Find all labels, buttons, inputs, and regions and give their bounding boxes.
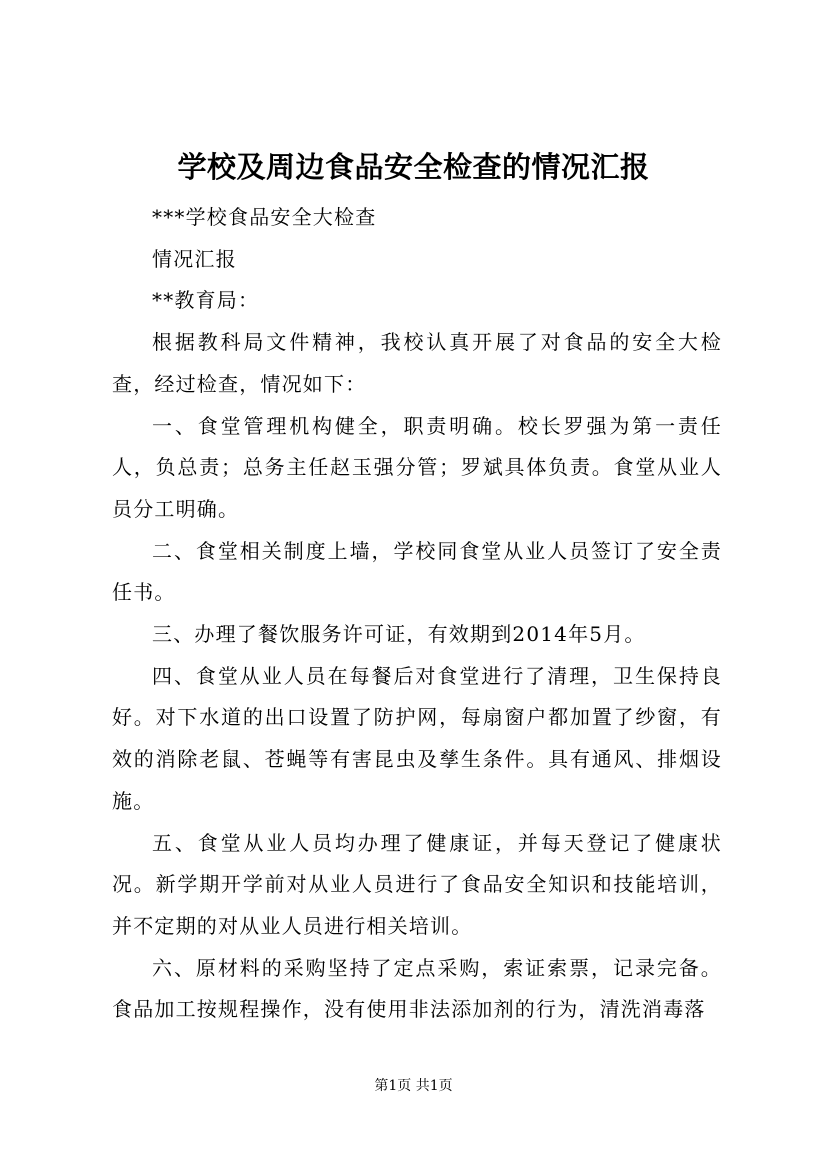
paragraph-item-1: 一、食堂管理机构健全，职责明确。校长罗强为第一责任人，负总责；总务主任赵玉强分管；罗斌具体负责。食堂从业人员分工明确。	[112, 413, 722, 521]
paragraph-addressee: **教育局：	[152, 288, 260, 313]
page-footer: 第1页 共1页	[374, 1078, 453, 1094]
document-body	[112, 197, 722, 1031]
paragraph-item-2: 二、食堂相关制度上墙，学校同食堂从业人员签订了安全责任书。	[112, 538, 722, 605]
paragraph-subtitle-2: 情况汇报	[152, 246, 237, 271]
paragraph-item-3: 三、办理了餐饮服务许可证，有效期到2014年5月。	[152, 622, 646, 647]
paragraph-item-5: 五、食堂从业人员均办理了健康证，并每天登记了健康状况。新学期开学前对从业人员进行了食品安全知识和技能培训，并不定期的对从业人员进行相关培训。	[112, 830, 722, 938]
paragraph-item-4: 四、食堂从业人员在每餐后对食堂进行了清理，卫生保持良好。对下水道的出口设置了防护网，每扇窗户都加置了纱窗，有效的消除老鼠、苍蝇等有害昆虫及孳生条件。具有通风、排烟设施。	[112, 663, 722, 813]
paragraph-subtitle-1: ***学校食品安全大检查	[152, 205, 377, 229]
document-title: 学校及周边食品安全检查的情况汇报	[177, 150, 650, 184]
paragraph-item-6: 六、原材料的采购坚持了定点采购，索证索票，记录完备。食品加工按规程操作，没有使用非法添加剂的行为，清洗消毒落	[112, 955, 722, 1022]
paragraph-intro: 根据教科局文件精神，我校认真开展了对食品的安全大检查，经过检查，情况如下：	[112, 330, 722, 396]
